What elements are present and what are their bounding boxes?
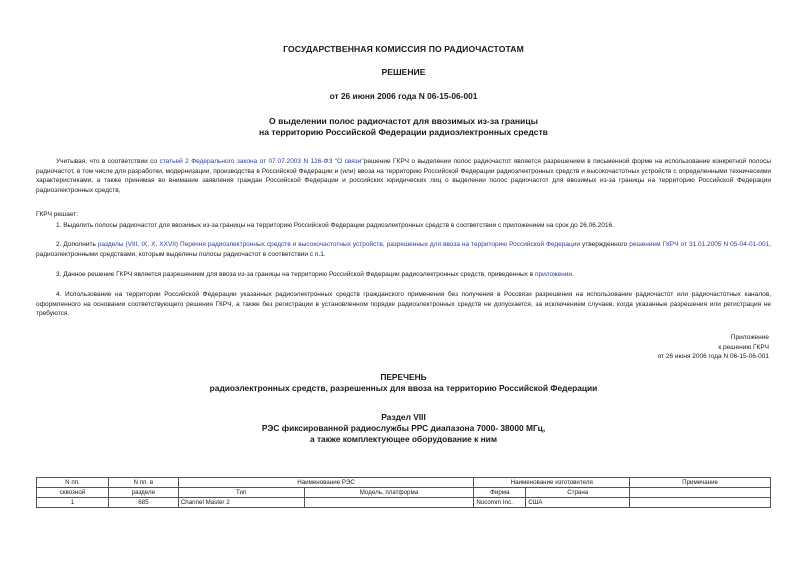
row-model [304, 498, 474, 508]
header-cell: разделе [108, 488, 178, 498]
section-number: Раздел VIII [381, 412, 426, 422]
section-heading [0, 412, 807, 445]
header-cell: Наименование изготовителя [474, 478, 630, 488]
header-cell: Примечание [630, 478, 771, 488]
document-title-line: О выделении полос радиочастот для ввозимых из-за границы [269, 116, 538, 126]
appendix-reference: Приложение к решению ГКРЧ от 26 июня 2006 года N 06-15-06-001 [657, 334, 769, 360]
item-4: 4. Использование на территории Российской Федерации указанных радиоэлектронных средств гражданского применения без получения в Россвязи разрешения на использование радиочастот или радиочастотных каналов, оформленного на основании соответствующего решения ГКРЧ, а также без регистрации в установленном порядке радиоэлектронных средств не допускается, за исключением случаев, когда указанные разрешения или регистрация не требуются. [36, 291, 771, 318]
organization-heading: ГОСУДАРСТВЕННАЯ КОМИССИЯ ПО РАДИОЧАСТОТАМ [283, 44, 524, 54]
preamble-paragraph: Учитывая, что в соответствии со статьей 2 Федерального закона от 07.07.2003 N 126-ФЗ "О связи"решение ГКРЧ о выделении полос радиочастот является разрешением в письменной форме на использование конкретной полосы радиочастот, в том числе для разработки, модернизации, производства в Российской Федерации и (или) ввоза на территорию Российской Федерации радиоэлектронных средств и высокочастотных устройств с определенными техническими характеристиками, а также принимая во внимание заявления граждан Российской Федерации и российских юридических лиц о выделении полос радиочастот для ввозимых из-за границы на территорию Российской Федерации радиоэлектронных средств, [36, 158, 771, 194]
item-3: 3. Данное решение ГКРЧ является разрешением для ввоза из-за границы на территорию Российской Федерации радиоэлектронных средств, приведенных в приложении. [56, 271, 574, 278]
header-cell: N пп. в [108, 478, 178, 488]
list-title: ПЕРЕЧЕНЬ [380, 372, 427, 382]
header-cell: Тип [178, 488, 304, 498]
row-section-number: 685 [108, 498, 178, 508]
row-note [630, 498, 771, 508]
sections-link[interactable]: разделы (VIII, IX, X, XXVII) Перечня радиоэлектронных средств и высокочастотных устройств, разрешенных для ввоза на территорию Российской Федерации [97, 241, 580, 248]
row-type: Channel Master 2 [178, 498, 304, 508]
row-firm: Nucomm Inc. [474, 498, 526, 508]
header-cell: сквозной [37, 488, 109, 498]
header-cell [630, 488, 771, 498]
decision-link[interactable]: решением ГКРЧ от 31.01.2005 N 05-04-01-001 [629, 241, 770, 248]
document-title [0, 116, 807, 138]
table-subheader-row [37, 488, 771, 498]
header-cell: Страна [526, 488, 630, 498]
document-title-line: на территорию Российской Федерации радиоэлектронных средств [259, 127, 548, 137]
header-cell: Модель, платформа [304, 488, 474, 498]
document-type: РЕШЕНИЕ [381, 67, 426, 77]
item-2: 2. Дополнить разделы (VIII, IX, X, XXVII) Перечня радиоэлектронных средств и высокочастотных устройств, разрешенных для ввоза на территорию Российской Федерации утвержденного решением ГКРЧ от 31.01.2005 N 05-04-01-001, радиоэлектронными средствами, которым выделены полосы радиочастот в соответствии с п.1. [36, 241, 772, 258]
law-link[interactable]: статьей 2 Федерального закона от 07.07.2003 N 126-ФЗ "О связи" [159, 158, 364, 165]
table-header-row [37, 478, 771, 488]
row-country: США [526, 498, 630, 508]
equipment-table [36, 477, 771, 508]
list-subtitle: радиоэлектронных средств, разрешенных для ввоза на территорию Российской Федерации [209, 383, 598, 393]
decides-label: ГКРЧ решает: [36, 211, 79, 218]
list-heading [0, 372, 807, 394]
section-title: РЭС фиксированной радиослужбы РРС диапазона 7000- 38000 МГц, [261, 423, 546, 433]
header-cell: N пп. [37, 478, 109, 488]
row-number: 1 [37, 498, 109, 508]
section-title-2: а также комплектующее оборудование к ним [309, 434, 498, 444]
header-cell: Наименование РЭС [178, 478, 474, 488]
item-1: 1. Выделить полосы радиочастот для ввозимых из-за границы на территорию Российской Федерации радиоэлектронных средств в соответствии с приложением на срок до 26.06.2016. [56, 222, 614, 229]
document-date-number: от 26 июня 2006 года N 06-15-06-001 [329, 91, 478, 101]
header-cell: Фирма [474, 488, 526, 498]
table-row [37, 498, 771, 508]
appendix-link[interactable]: приложении [534, 271, 572, 278]
